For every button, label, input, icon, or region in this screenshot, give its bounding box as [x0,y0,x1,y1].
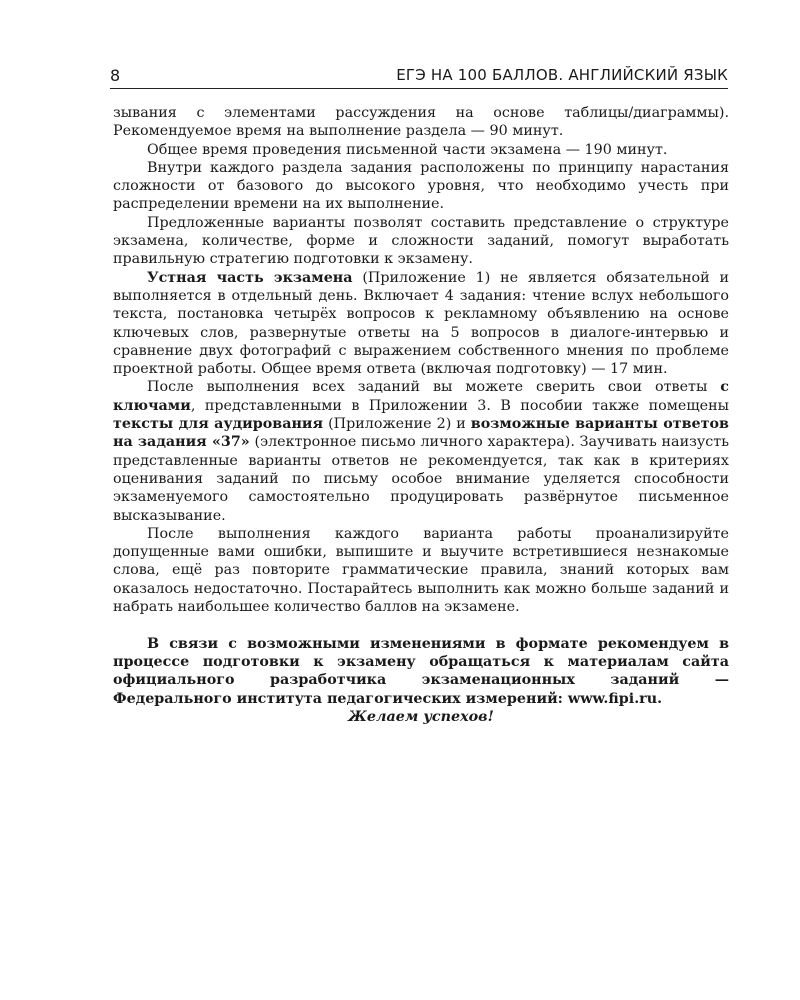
paragraph-variants: Предложенные варианты позволят составить представление о структуре экзамена, количестве, форме и сложности заданий, помогут выработать правильную стратегию подготовки к экзамену. [113,214,729,268]
paragraph-oral-part [113,269,729,379]
paragraph-task-order: Внутри каждого раздела задания расположены по принципу нарастания сложности от базового до высокого уровня, что необходимо учесть при распределении времени на их выполнение. [113,159,729,213]
answers-text-4: (электронное письмо личного характера). Заучивать наизусть представленные варианты ответов не рекомендуется, так как в критериях оценивания заданий по письму особое внимание уделяется способности экзаменуемого самостоятельно продуцировать развёрнутое письменное высказывание. [113,434,730,524]
answers-text-1: После выполнения всех заданий вы можете сверить свои ответы [147,379,721,396]
paragraph-notice: В связи с возможными изменениями в формате рекомендуем в процессе подготовки к экзамену обращаться к материалам сайта официального разработчика экзаменационных заданий — Федерального института педагогических измерений: www.fipi.ru. [113,635,729,707]
answers-text-3: (Приложение 2) и [323,416,471,433]
body-text [113,104,729,726]
answers-text-2: , представленными в Приложении 3. В пособии также помещены [190,397,729,414]
answers-bold-audio: тексты для аудирования [113,416,324,433]
answers-bold-variants: возможные варианты ответов на задания «37» [113,416,729,451]
oral-part-text: (Приложение 1) не является обязательной и выполняется в отдельный день. Включает 4 задания: чтение вслух небольшого текста, постановка четырёх вопросов к рекламному объявлению на основе ключевых слов, развернутые ответы на 5 вопросов в диалоге-интервью и сравнение двух фотографий с выражением собственного мнения по проблеме проектной работы. Общее время ответа (включая подготовку) — 17 мин. [113,269,729,378]
closing-wish: Желаем успехов! [348,708,494,725]
answers-bold-keys: с ключами [113,379,729,414]
page-header [110,66,728,89]
paragraph-total-time: Общее время проведения письменной части экзамена — 190 минут. [147,141,668,158]
page-number: 8 [110,66,121,85]
oral-part-heading: Устная часть экзамена [147,269,353,286]
paragraph-answers [113,378,729,524]
paragraph-analysis: После выполнения каждого варианта работы проанализируйте допущенные вами ошибки, выпишите и выучите встретившиеся незнакомые слова, ещё раз повторите грамматические правила, знаний которых вам оказалось недостаточно. Постарайтесь выполнить как можно больше заданий и набрать наибольшее количество баллов на экзамене. [113,525,729,616]
paragraph-continuation: зывания с элементами рассуждения на основе таблицы/диаграммы). Рекомендуемое время на выполнение раздела — 90 минут. [113,105,729,140]
running-title: ЕГЭ НА 100 БАЛЛОВ. АНГЛИЙСКИЙ ЯЗЫК [396,66,728,84]
